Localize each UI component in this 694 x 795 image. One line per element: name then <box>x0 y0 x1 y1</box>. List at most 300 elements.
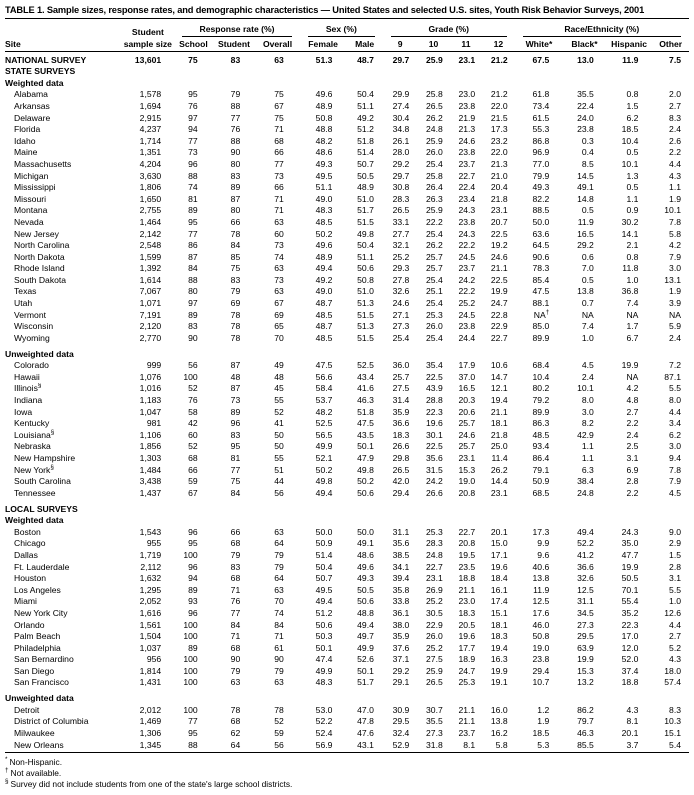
footnotes <box>5 753 689 795</box>
value-cell: 51.8 <box>357 135 374 146</box>
value-cell: 6.2 <box>626 112 639 123</box>
value-cell: 55.4 <box>621 596 639 607</box>
value-cell: 17.4 <box>490 596 508 607</box>
value-cell: 22.2 <box>458 286 476 297</box>
value-cell: 62 <box>230 728 241 739</box>
value-cell: 49.4 <box>577 526 594 537</box>
value-cell: 53.0 <box>315 704 333 715</box>
value-cell: 29.5 <box>392 716 410 727</box>
value-cell: 7.4 <box>581 321 594 332</box>
value-cell: 96 <box>188 561 198 572</box>
value-cell: 1,694 <box>139 100 162 111</box>
value-cell: 88.1 <box>532 298 550 309</box>
value-cell: 63 <box>274 677 284 688</box>
value-cell: 11.9 <box>622 54 639 65</box>
value-cell: 26.2 <box>426 112 443 123</box>
value-cell: 90 <box>230 654 241 665</box>
site-cell: Iowa <box>14 406 33 417</box>
site-cell: Delaware <box>14 112 51 123</box>
value-cell: 51.3 <box>357 321 374 332</box>
value-cell: 48.6 <box>357 549 374 560</box>
value-cell: 86.8 <box>532 135 550 146</box>
value-cell: 2,770 <box>139 332 162 343</box>
value-cell: 68 <box>230 573 241 584</box>
value-cell: 23.1 <box>458 54 476 65</box>
value-cell: 50.1 <box>357 665 374 676</box>
value-cell: 19.1 <box>490 677 508 688</box>
value-cell: 19.9 <box>621 360 639 371</box>
table-row <box>5 630 689 642</box>
value-cell: 22.5 <box>490 274 508 285</box>
value-cell: 36.6 <box>392 418 410 429</box>
value-cell: 24.3 <box>458 205 476 216</box>
value-cell: 49.9 <box>315 441 333 452</box>
column-hispanic: Hispanic <box>606 38 653 51</box>
column-sample-size: sample size <box>122 38 175 51</box>
value-cell: 26.5 <box>392 464 410 475</box>
value-cell: 4.3 <box>626 704 639 715</box>
value-cell: 18.9 <box>458 654 476 665</box>
site-cell: Wisconsin <box>14 321 54 332</box>
value-cell: 22.7 <box>490 332 508 343</box>
table-row <box>5 619 689 631</box>
value-cell: 23.8 <box>458 321 476 332</box>
value-cell: 19.9 <box>490 286 508 297</box>
value-cell: 21.1 <box>458 704 476 715</box>
value-cell: NA† <box>533 308 550 320</box>
value-cell: 67 <box>274 100 284 111</box>
value-cell: 55 <box>274 395 284 406</box>
value-cell: 49.4 <box>315 263 333 274</box>
value-cell: 22.4 <box>577 100 594 111</box>
value-cell: 47.4 <box>315 654 333 665</box>
value-cell: 31.5 <box>426 464 443 475</box>
value-cell: 2.4 <box>669 332 681 343</box>
site-cell: Milwaukee <box>14 728 55 739</box>
table-row <box>5 739 689 751</box>
value-cell: 30.8 <box>392 182 410 193</box>
value-cell: 48.8 <box>315 124 333 135</box>
value-cell: 21.8 <box>490 193 508 204</box>
value-cell: 43.4 <box>357 371 374 382</box>
value-cell: 89 <box>188 309 198 320</box>
value-cell: 27.3 <box>392 321 410 332</box>
value-cell: 59 <box>274 728 284 739</box>
value-cell: 18.1 <box>490 418 508 429</box>
value-cell: 48 <box>274 371 284 382</box>
value-cell: 83 <box>188 321 198 332</box>
value-cell: 26.0 <box>426 147 443 158</box>
value-cell: 46.3 <box>577 728 594 739</box>
table-row <box>5 642 689 654</box>
value-cell: 51.1 <box>357 251 374 262</box>
value-cell: 49.4 <box>357 619 374 630</box>
value-cell: 6.3 <box>581 464 594 475</box>
value-cell: 50.8 <box>315 112 333 123</box>
site-cell: District of Columbia <box>14 716 89 727</box>
subsection-row <box>5 77 689 89</box>
column-overall: Overall <box>255 38 300 51</box>
value-cell: 1.7 <box>626 321 639 332</box>
value-cell: 81 <box>230 452 241 463</box>
value-cell: 0.8 <box>626 89 639 100</box>
value-cell: 7.5 <box>669 54 681 65</box>
value-cell: 0.3 <box>581 135 594 146</box>
value-cell: NA <box>626 371 639 382</box>
value-cell: 71 <box>274 193 284 204</box>
value-cell: 1,714 <box>139 135 162 146</box>
value-cell: 77 <box>230 112 241 123</box>
value-cell: 97 <box>188 298 198 309</box>
value-cell: 8.2 <box>581 418 594 429</box>
section-row <box>5 65 689 77</box>
value-cell: 35.0 <box>621 538 639 549</box>
value-cell: 76 <box>188 395 198 406</box>
table-row <box>5 228 689 240</box>
value-cell: 45 <box>274 383 284 394</box>
value-cell: 48.3 <box>315 205 333 216</box>
value-cell: 3.0 <box>581 406 594 417</box>
value-cell: 19.6 <box>458 631 476 642</box>
value-cell: 50.7 <box>315 573 333 584</box>
value-cell: 73 <box>230 395 241 406</box>
value-cell: 25.2 <box>426 642 443 653</box>
site-cell: South Carolina <box>14 476 71 487</box>
value-cell: 21.3 <box>458 124 476 135</box>
value-cell: 48.3 <box>315 677 333 688</box>
value-cell: 41.6 <box>357 383 374 394</box>
value-cell: 10.1 <box>664 205 681 216</box>
value-cell: 93 <box>188 596 198 607</box>
value-cell: 86.4 <box>532 452 550 463</box>
site-cell: North Dakota <box>14 251 65 262</box>
value-cell: 100 <box>183 371 198 382</box>
table-row <box>5 429 689 441</box>
value-cell: 6.9 <box>626 464 639 475</box>
value-cell: 11.8 <box>622 263 639 274</box>
site-cell: Tennessee <box>14 487 56 498</box>
value-cell: 66 <box>230 526 241 537</box>
value-cell: 13.2 <box>577 677 594 688</box>
value-cell: 5.8 <box>495 739 508 750</box>
value-cell: 8.1 <box>463 739 476 750</box>
value-cell: 77 <box>230 607 241 618</box>
value-cell: 50.8 <box>532 631 550 642</box>
value-cell: 1,806 <box>139 182 162 193</box>
value-cell: 10.6 <box>490 360 508 371</box>
group-sex: Sex (%) <box>300 19 383 38</box>
value-cell: 86.3 <box>532 418 550 429</box>
value-cell: 26.4 <box>426 182 443 193</box>
group-response-rate: Response rate (%) <box>174 19 300 38</box>
value-cell: 31.4 <box>392 395 410 406</box>
value-cell: 20.3 <box>458 395 476 406</box>
value-cell: 38.0 <box>392 619 410 630</box>
value-cell: 0.9 <box>626 205 639 216</box>
value-cell: 52 <box>188 383 198 394</box>
value-cell: 49.0 <box>315 193 333 204</box>
value-cell: 77 <box>188 135 198 146</box>
value-cell: 1,295 <box>139 584 162 595</box>
value-cell: 1,431 <box>139 677 162 688</box>
site-cell: Philadelphia <box>14 642 61 653</box>
value-cell: 25.4 <box>426 298 443 309</box>
table-row <box>5 653 689 665</box>
header-group-row <box>5 19 689 38</box>
value-cell: 17.1 <box>490 549 508 560</box>
column-grade-12: 12 <box>482 38 514 51</box>
column-school: School <box>174 38 213 51</box>
value-cell: 49.3 <box>532 182 550 193</box>
value-cell: 100 <box>183 619 198 630</box>
value-cell: 4.4 <box>669 406 681 417</box>
value-cell: 1,345 <box>139 739 162 750</box>
value-cell: 90 <box>188 332 198 343</box>
value-cell: 15.1 <box>664 728 681 739</box>
value-cell: 0.5 <box>626 147 639 158</box>
value-cell: 52 <box>188 441 198 452</box>
value-cell: 73 <box>274 274 284 285</box>
subsection-row <box>5 688 689 704</box>
value-cell: 48.7 <box>357 54 374 65</box>
value-cell: 88 <box>230 100 241 111</box>
value-cell: 7.9 <box>669 251 681 262</box>
value-cell: 43.9 <box>426 383 443 394</box>
value-cell: 63.6 <box>532 228 550 239</box>
group-race-ethnicity: Race/Ethnicity (%) <box>515 19 689 38</box>
value-cell: 51.4 <box>357 147 374 158</box>
value-cell: 14.1 <box>621 228 639 239</box>
value-cell: 19.2 <box>490 240 508 251</box>
value-cell: 63 <box>274 216 284 227</box>
value-cell: 52.2 <box>577 538 594 549</box>
value-cell: 20.1 <box>490 526 508 537</box>
value-cell: 85.5 <box>577 739 594 750</box>
value-cell: 71 <box>274 124 284 135</box>
site-cell: Colorado <box>14 360 49 371</box>
value-cell: 28.3 <box>392 193 410 204</box>
value-cell: 56.5 <box>315 429 333 440</box>
table-row <box>5 607 689 619</box>
value-cell: 0.4 <box>581 147 594 158</box>
sample-header-line1: Student <box>131 27 164 37</box>
value-cell: 6.2 <box>669 429 681 440</box>
value-cell: 89 <box>230 406 241 417</box>
value-cell: 27.7 <box>392 228 410 239</box>
value-cell: 46.3 <box>357 395 374 406</box>
value-cell: 78 <box>274 704 284 715</box>
group-grade: Grade (%) <box>383 19 515 38</box>
footnote-text: Survey did not include students from one of the state's large school districts. <box>10 778 293 789</box>
value-cell: 79 <box>230 549 241 560</box>
value-cell: 3.4 <box>669 418 681 429</box>
value-cell: 83 <box>230 429 241 440</box>
value-cell: 50.5 <box>621 573 639 584</box>
data-table <box>5 19 689 750</box>
table-row <box>5 251 689 263</box>
value-cell: 19.5 <box>458 549 476 560</box>
value-cell: 28.3 <box>426 538 443 549</box>
value-cell: 3.0 <box>669 263 681 274</box>
value-cell: 71 <box>230 584 241 595</box>
table-row <box>5 704 689 716</box>
value-cell: 5.3 <box>537 739 550 750</box>
value-cell: 96 <box>188 526 198 537</box>
value-cell: 37.6 <box>392 642 410 653</box>
value-cell: 47.9 <box>357 452 374 463</box>
value-cell: 19.4 <box>490 395 508 406</box>
value-cell: 1,106 <box>139 429 162 440</box>
value-cell: 78 <box>230 332 241 343</box>
value-cell: 24.7 <box>458 665 476 676</box>
value-cell: 26.5 <box>392 205 410 216</box>
value-cell: 84 <box>230 240 241 251</box>
value-cell: 23.1 <box>458 452 476 463</box>
value-cell: 25.4 <box>426 274 443 285</box>
site-cell: New Hampshire <box>14 452 76 463</box>
value-cell: 20.6 <box>458 406 476 417</box>
value-cell: 12.6 <box>664 607 681 618</box>
table-row <box>5 112 689 124</box>
value-cell: 49.2 <box>357 112 374 123</box>
value-cell: 83 <box>230 170 241 181</box>
value-cell: 22.9 <box>426 619 443 630</box>
subsection-row <box>5 514 689 526</box>
value-cell: 75 <box>274 89 284 100</box>
value-cell: 71 <box>274 631 284 642</box>
value-cell: 51.5 <box>357 332 374 343</box>
value-cell: 96.9 <box>532 147 550 158</box>
value-cell: 1,392 <box>139 263 162 274</box>
value-cell: 41.2 <box>577 549 594 560</box>
value-cell: 2.9 <box>669 538 681 549</box>
value-cell: 17.7 <box>458 642 476 653</box>
value-cell: 66 <box>230 216 241 227</box>
value-cell: 5.2 <box>669 642 681 653</box>
value-cell: 37.4 <box>621 665 639 676</box>
site-cell: Missouri <box>14 193 46 204</box>
value-cell: 51.2 <box>357 124 374 135</box>
value-cell: 36.1 <box>392 607 410 618</box>
value-cell: 79.7 <box>577 716 594 727</box>
value-cell: 2,012 <box>139 704 162 715</box>
value-cell: 35.6 <box>426 452 443 463</box>
value-cell: 48.8 <box>357 607 374 618</box>
value-cell: 14.7 <box>490 371 508 382</box>
value-cell: 94 <box>188 124 198 135</box>
value-cell: 2.8 <box>626 476 639 487</box>
value-cell: 84 <box>230 619 241 630</box>
value-cell: 50 <box>274 429 284 440</box>
table-row <box>5 394 689 406</box>
value-cell: 22.5 <box>426 441 443 452</box>
value-cell: 22.2 <box>426 216 443 227</box>
value-cell: 86.2 <box>577 704 594 715</box>
value-cell: 23.7 <box>458 158 476 169</box>
value-cell: 52.1 <box>315 452 333 463</box>
value-cell: 32.6 <box>577 573 594 584</box>
value-cell: 1.1 <box>581 441 594 452</box>
column-female: Female <box>300 38 347 51</box>
value-cell: 4,204 <box>139 158 162 169</box>
value-cell: 49.3 <box>357 573 374 584</box>
value-cell: 1.9 <box>669 286 681 297</box>
value-cell: 89.9 <box>532 406 550 417</box>
value-cell: 1,504 <box>139 631 162 642</box>
value-cell: 11.9 <box>533 584 550 595</box>
value-cell: 19.6 <box>490 561 508 572</box>
value-cell: 1,469 <box>139 716 162 727</box>
value-cell: 30.4 <box>392 112 410 123</box>
value-cell: 19.0 <box>532 642 550 653</box>
value-cell: 24.6 <box>490 251 508 262</box>
table-row <box>5 147 689 159</box>
value-cell: 0.6 <box>581 251 594 262</box>
value-cell: 66 <box>274 182 284 193</box>
site-cell: Arkansas <box>14 100 50 111</box>
value-cell: 18.1 <box>490 619 508 630</box>
value-cell: 44 <box>274 476 284 487</box>
value-cell: 50.0 <box>357 526 374 537</box>
value-cell: 60 <box>274 228 284 239</box>
value-cell: 2.5 <box>626 441 639 452</box>
value-cell: 1,047 <box>139 406 162 417</box>
value-cell: 23.2 <box>490 135 508 146</box>
value-cell: 56 <box>274 487 284 498</box>
site-cell: Rhode Island <box>14 263 65 274</box>
value-cell: 49 <box>274 360 284 371</box>
value-cell: 25.9 <box>426 135 443 146</box>
value-cell: 23.0 <box>458 89 476 100</box>
section-label: Weighted data <box>5 515 64 526</box>
value-cell: 51.3 <box>315 54 333 65</box>
value-cell: 22.7 <box>458 526 476 537</box>
site-cell: Maine <box>14 147 38 158</box>
value-cell: 25.2 <box>392 251 410 262</box>
value-cell: 52.5 <box>357 360 374 371</box>
value-cell: 2,548 <box>139 240 162 251</box>
value-cell: 29.2 <box>392 665 410 676</box>
value-cell: 18.0 <box>664 665 681 676</box>
table-row <box>5 716 689 728</box>
table-row <box>5 100 689 112</box>
value-cell: 29.8 <box>392 452 410 463</box>
value-cell: 50.2 <box>357 476 374 487</box>
value-cell: NA <box>669 309 681 320</box>
value-cell: 50.6 <box>357 263 374 274</box>
value-cell: 29.4 <box>392 487 410 498</box>
value-cell: 56 <box>188 360 198 371</box>
value-cell: 1.3 <box>626 170 639 181</box>
value-cell: 27.3 <box>577 619 594 630</box>
value-cell: 22.3 <box>621 619 639 630</box>
value-cell: 0.5 <box>581 274 594 285</box>
value-cell: 4.2 <box>626 383 639 394</box>
value-cell: 16.1 <box>490 584 508 595</box>
value-cell: 47.5 <box>315 360 333 371</box>
value-cell: 52 <box>274 406 284 417</box>
value-cell: 51.1 <box>357 100 374 111</box>
value-cell: 1,464 <box>139 216 162 227</box>
value-cell: 36.0 <box>392 360 410 371</box>
value-cell: 38.4 <box>577 476 594 487</box>
value-cell: 66 <box>188 464 198 475</box>
value-cell: 80 <box>230 158 241 169</box>
site-cell: Massachusetts <box>14 158 72 169</box>
value-cell: 63 <box>274 54 284 65</box>
value-cell: 50.4 <box>315 561 333 572</box>
value-cell: 2,915 <box>139 112 162 123</box>
